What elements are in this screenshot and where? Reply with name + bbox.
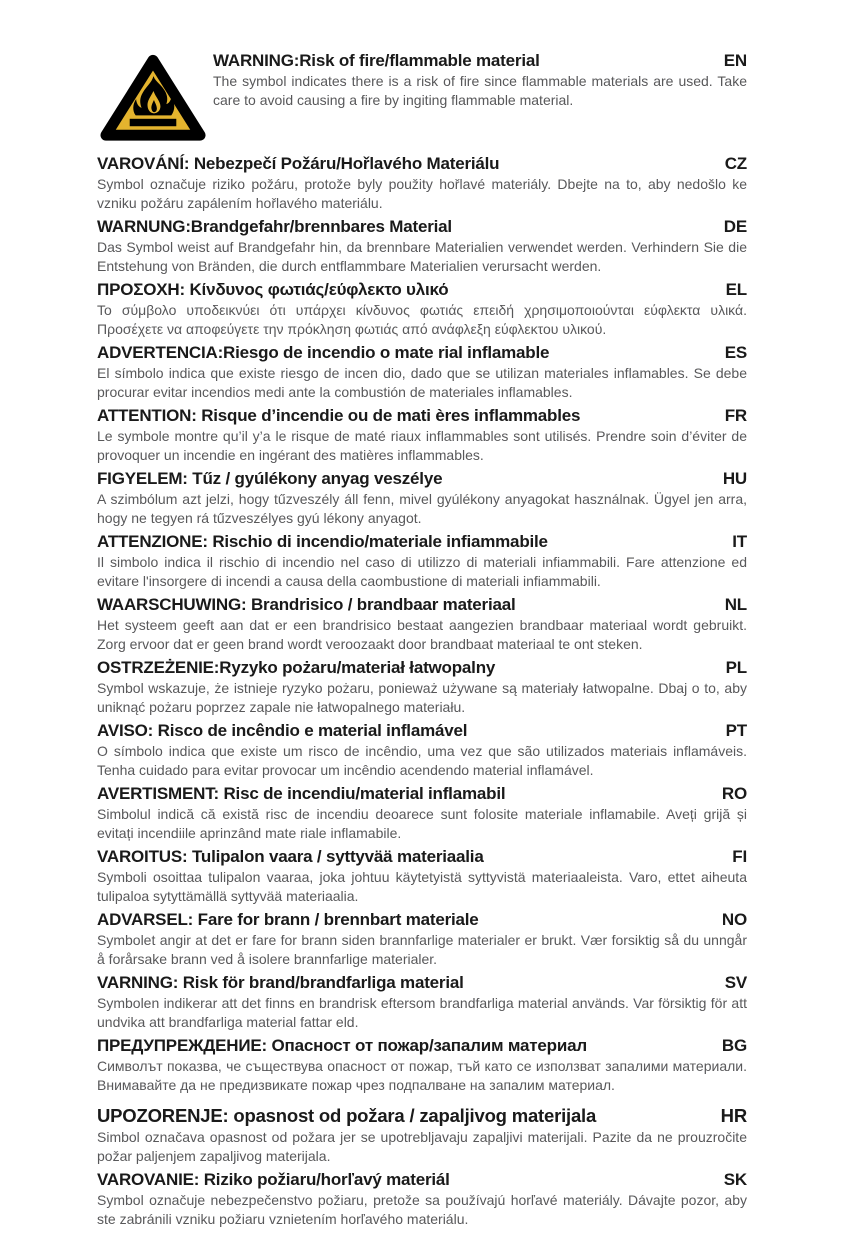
language-code-badge: EN xyxy=(723,51,747,70)
section-body: Symboli osoittaa tulipalon vaaraa, joka johtuu käytetyistä syttyvistä materiaaleista. Varo, ettet aiheuta tulipaloa sytyttämällä syttyvää materiaalia. xyxy=(97,869,747,904)
section-heading xyxy=(97,846,747,867)
language-code-badge: EL xyxy=(725,280,747,299)
section-title: AVISO: Risco de incêndio e material inflamável xyxy=(97,721,468,740)
section-title: ATTENTION: Risque d’incendie ou de mati ères inflammables xyxy=(97,406,581,425)
section-body: Le symbole montre qu’il y’a le risque de maté riaux inflammables sont utilisés. Prendre soin d’éviter de provoquer un incendie en ingérant des matières inflammables. xyxy=(97,428,747,463)
section-heading xyxy=(97,342,747,363)
section-body: Symbol označuje nebezpečenstvo požiaru, pretože sa používajú horľavé materiály. Dávajte pozor, aby ste zabránili vzniku požiaru vznietením horľavého materiálu. xyxy=(97,1192,747,1227)
section-body: Символът показва, че съществува опасност от пожар, тъй като се използват запалими материали. Внимавайте да не предизвикате пожар чрез подпалване на запалим материал. xyxy=(97,1058,747,1093)
language-section xyxy=(97,594,747,654)
section-body: O símbolo indica que existe um risco de incêndio, uma vez que são utilizados materiais inflamáveis. Tenha cuidado para evitar provocar um incêndio acendendo material inflamável. xyxy=(97,743,747,778)
language-section xyxy=(97,1035,747,1095)
section-heading xyxy=(97,909,747,930)
section-body: Das Symbol weist auf Brandgefahr hin, da brennbare Materialien verwendet werden. Verhindern Sie die Entstehung von Bränden, die durch entflammbare Materialien verursacht werden. xyxy=(97,239,747,274)
language-code-badge: NO xyxy=(721,910,747,929)
language-section xyxy=(97,279,747,339)
language-code-badge: CZ xyxy=(724,154,747,173)
section-title: WARNING:Risk of fire/flammable material xyxy=(213,51,540,70)
language-code-badge: BG xyxy=(721,1036,747,1055)
section-body: The symbol indicates there is a risk of fire since flammable materials are used. Take care to avoid causing a fire by ingiting flammable material. xyxy=(213,73,747,108)
flammable-material-warning-icon xyxy=(97,50,209,144)
section-title: VARNING: Risk för brand/brandfarliga material xyxy=(97,973,464,992)
language-section xyxy=(97,1169,747,1229)
section-body: Simbol označava opasnost od požara jer se upotrebljavaju zapaljivi materijali. Pazite da ne prouzročite požar paljenjem zapaljivog materijala. xyxy=(97,1129,747,1164)
section-title: ADVERTENCIA:Riesgo de incendio o mate rial inflamable xyxy=(97,343,550,362)
section-title: VAROITUS: Tulipalon vaara / syttyvää materiaalia xyxy=(97,847,484,866)
language-code-badge: DE xyxy=(723,217,747,236)
language-section xyxy=(97,216,747,276)
section-title: VAROVANIE: Riziko požiaru/horľavý materiál xyxy=(97,1170,450,1189)
language-section xyxy=(97,909,747,969)
language-code-badge: HR xyxy=(720,1105,747,1126)
section-body: Simbolul indică că există risc de incendiu deoarece sunt folosite materiale inflamabile. Aveți grijă și evitați incendiile aprinzând mate riale inflamabile. xyxy=(97,806,747,841)
section-heading xyxy=(97,216,747,237)
section-heading xyxy=(97,405,747,426)
section-body: Symbol wskazuje, że istnieje ryzyko pożaru, ponieważ używane są materiały łatwopalne. Dbaj o to, aby uniknąć pożaru poprzez zapale nie łatwopalnego materiału. xyxy=(97,680,747,715)
section-heading xyxy=(97,972,747,993)
language-section xyxy=(97,531,747,591)
section-heading xyxy=(97,594,747,615)
lead-section-text xyxy=(213,50,747,110)
language-section xyxy=(97,657,747,717)
section-body: A szimbólum azt jelzi, hogy tűzveszély áll fenn, mivel gyúlékony anyagokat használnak. Ügyel jen arra, hogy ne tegyen rá tűzveszélyes gyú lékony anyagot. xyxy=(97,491,747,526)
section-title: OSTRZEŻENIE:Ryzyko pożaru/materiał łatwopalny xyxy=(97,658,496,677)
section-title: WARNUNG:Brandgefahr/brennbares Material xyxy=(97,217,452,236)
section-heading xyxy=(213,50,747,71)
language-code-badge: ES xyxy=(724,343,747,362)
sections-list xyxy=(97,153,747,1229)
language-section xyxy=(97,153,747,213)
section-heading xyxy=(97,153,747,174)
section-title: VAROVÁNÍ: Nebezpečí Požáru/Hořlavého Materiálu xyxy=(97,154,500,173)
language-section xyxy=(97,342,747,402)
section-heading xyxy=(97,1169,747,1190)
section-body: Το σύμβολο υποδεικνύει ότι υπάρχει κίνδυνος φωτιάς επειδή χρησιμοποιούνται εύφλεκτα υλικά. Προσέχετε να αποφεύγετε την πρόκληση φωτιάς από ανάφλεξη εύφλεκτου υλικού. xyxy=(97,302,747,337)
section-heading xyxy=(97,468,747,489)
language-section xyxy=(97,783,747,843)
language-section xyxy=(97,720,747,780)
section-heading xyxy=(97,531,747,552)
section-body: Symbol označuje riziko požáru, protože byly použity hořlavé materiály. Dbejte na to, aby nedošlo ke vzniku požáru zapálením hořlavého materiálu. xyxy=(97,176,747,211)
language-code-badge: IT xyxy=(732,532,747,551)
section-body: Symbolet angir at det er fare for brann siden brannfarlige materialer er brukt. Vær forsiktig så du unngår å forårsake brann ved å isolere brannfarlige materialer. xyxy=(97,932,747,967)
section-title: AVERTISMENT: Risc de incendiu/material inflamabil xyxy=(97,784,506,803)
language-code-badge: FR xyxy=(724,406,747,425)
language-section xyxy=(97,846,747,906)
section-title: UPOZORENJE: opasnost od požara / zapaljivog materijala xyxy=(97,1105,597,1126)
language-code-badge: SK xyxy=(723,1170,747,1189)
section-title: ПРЕДУПРЕЖДЕНИЕ: Опасност от пожар/запалим материал xyxy=(97,1036,587,1055)
language-code-badge: FI xyxy=(732,847,747,866)
language-code-badge: HU xyxy=(722,469,747,488)
section-body: Symbolen indikerar att det finns en brandrisk eftersom brandfarliga material används. Var försiktig för att undvika att brandfarliga material fattar eld. xyxy=(97,995,747,1030)
section-title: ADVARSEL: Fare for brann / brennbart materiale xyxy=(97,910,479,929)
language-section xyxy=(97,1104,747,1166)
section-title: ATTENZIONE: Rischio di incendio/materiale infiammabile xyxy=(97,532,548,551)
language-code-badge: RO xyxy=(721,784,747,803)
lead-section-en xyxy=(97,50,747,144)
section-heading xyxy=(97,657,747,678)
section-title: FIGYELEM: Tűz / gyúlékony anyag veszélye xyxy=(97,469,443,488)
section-heading xyxy=(97,279,747,300)
section-heading xyxy=(97,1104,747,1127)
language-code-badge: PL xyxy=(725,658,747,677)
language-section xyxy=(97,468,747,528)
section-heading xyxy=(97,1035,747,1056)
language-section xyxy=(97,972,747,1032)
section-heading xyxy=(97,720,747,741)
language-code-badge: NL xyxy=(724,595,747,614)
section-title: WAARSCHUWING: Brandrisico / brandbaar materiaal xyxy=(97,595,516,614)
section-body: Il simbolo indica il rischio di incendio nel caso di utilizzo di materiali infiammabili. Fare attenzione ed evitare l'insorgere di incendi a causa della caombustione di materiali infiammabili. xyxy=(97,554,747,589)
section-heading xyxy=(97,783,747,804)
section-body: Het systeem geeft aan dat er een brandrisico bestaat aangezien brandbaar materiaal wordt gebruikt. Zorg ervoor dat er geen brand wordt veroozaakt door brandbaat materiaal te ont steken. xyxy=(97,617,747,652)
section-body: El símbolo indica que existe riesgo de incen dio, dado que se utilizan materiales inflamables. Se debe procurar evitar incendios medi ante la combustión de materiales inflamables. xyxy=(97,365,747,400)
language-code-badge: PT xyxy=(725,721,747,740)
section-title: ΠΡΟΣΟΧΗ: Κίνδυνος φωτιάς/εύφλεκτο υλικό xyxy=(97,280,449,299)
language-section xyxy=(97,405,747,465)
language-code-badge: SV xyxy=(724,973,747,992)
